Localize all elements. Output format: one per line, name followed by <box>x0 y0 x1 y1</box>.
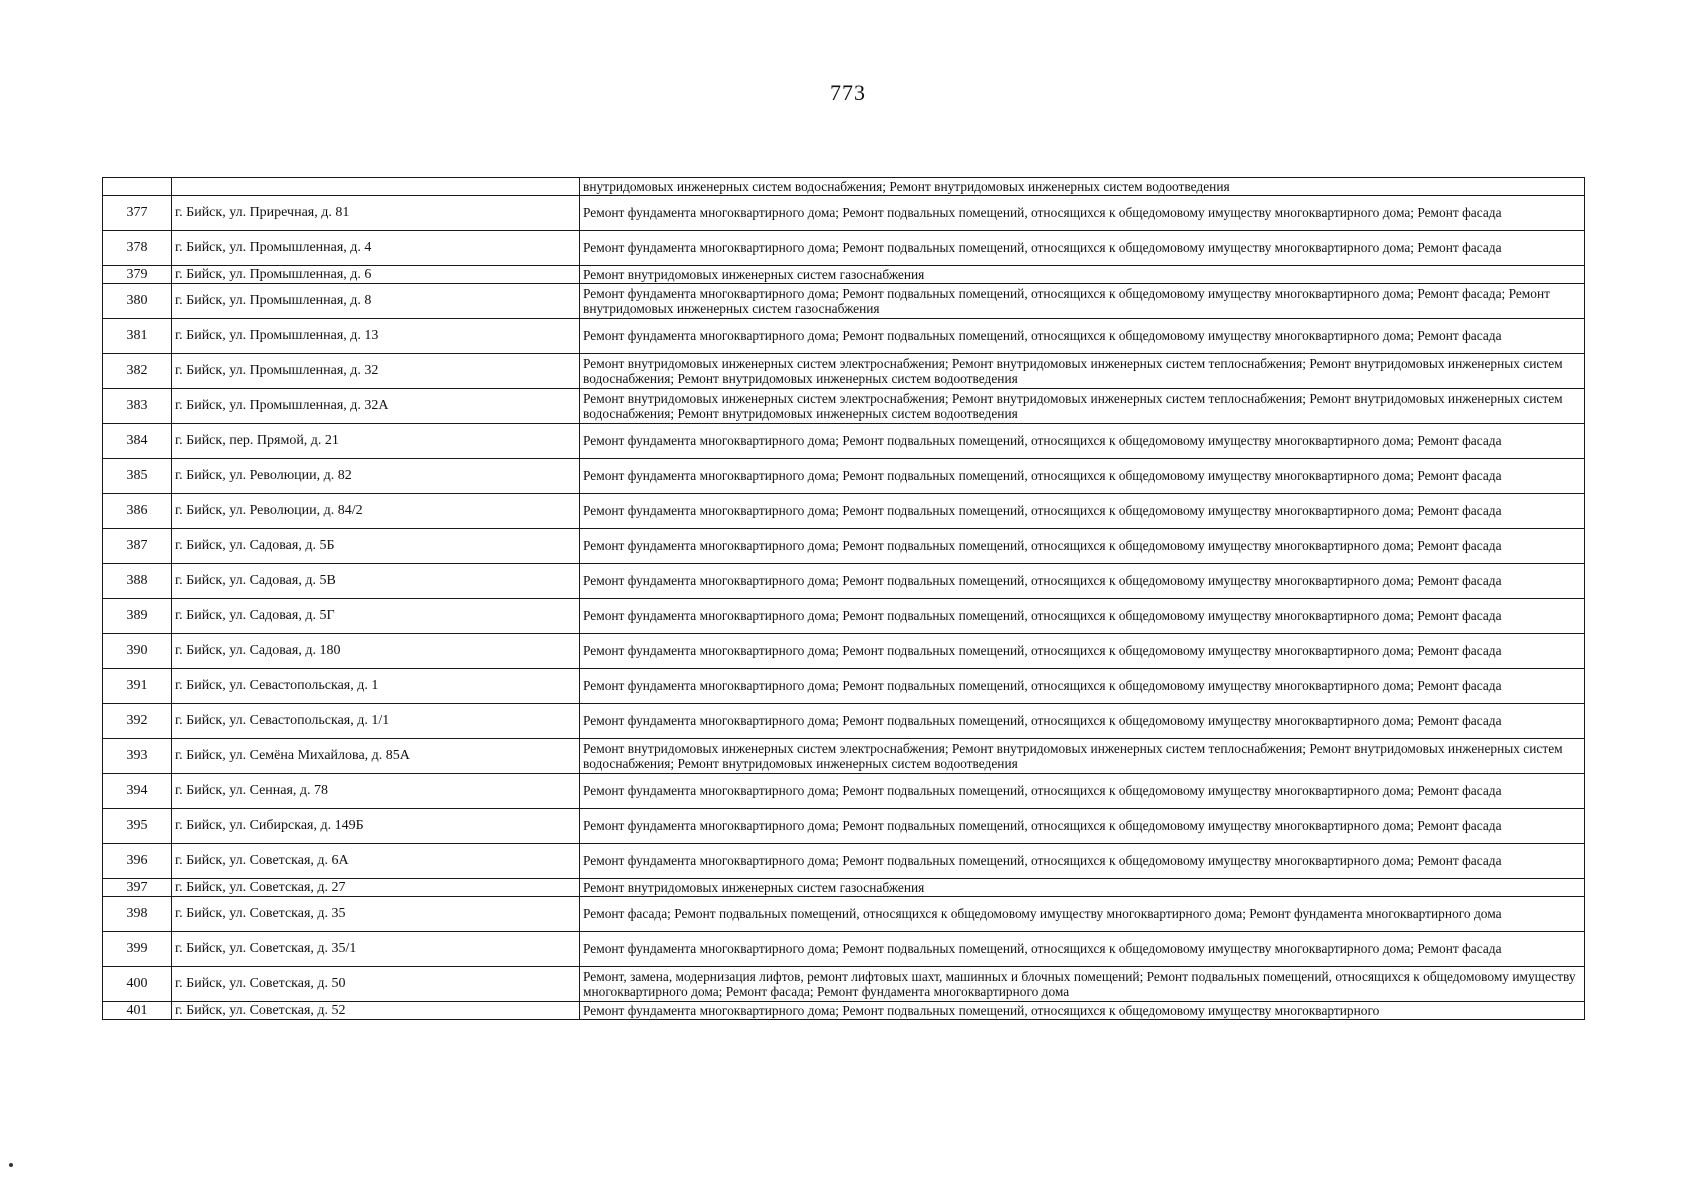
table-row <box>103 897 1585 932</box>
address-cell: г. Бийск, ул. Садовая, д. 5Г <box>172 599 580 634</box>
row-number-cell: 392 <box>103 704 172 739</box>
works-cell: Ремонт фундамента многоквартирного дома; Ремонт подвальных помещений, относящихся к общедомовому имуществу многоквартирного дома; Ремонт фасада <box>580 231 1585 266</box>
table-row <box>103 669 1585 704</box>
works-cell: Ремонт фундамента многоквартирного дома; Ремонт подвальных помещений, относящихся к общедомовому имуществу многоквартирного дома; Ремонт фасада <box>580 774 1585 809</box>
address-cell: г. Бийск, ул. Сибирская, д. 149Б <box>172 809 580 844</box>
row-number-cell: 397 <box>103 879 172 897</box>
address-cell: г. Бийск, ул. Советская, д. 35/1 <box>172 932 580 967</box>
address-cell: г. Бийск, ул. Садовая, д. 5Б <box>172 529 580 564</box>
address-cell: г. Бийск, ул. Промышленная, д. 4 <box>172 231 580 266</box>
works-cell: Ремонт фундамента многоквартирного дома; Ремонт подвальных помещений, относящихся к общедомовому имуществу многоквартирного дома; Ремонт фасада <box>580 809 1585 844</box>
row-number-cell: 388 <box>103 564 172 599</box>
works-cell: Ремонт фундамента многоквартирного дома; Ремонт подвальных помещений, относящихся к общедомовому имуществу многоквартирного дома; Ремонт фасада <box>580 494 1585 529</box>
table-row <box>103 389 1585 424</box>
row-number-cell: 382 <box>103 354 172 389</box>
table-row <box>103 494 1585 529</box>
table-row <box>103 844 1585 879</box>
works-cell: Ремонт фундамента многоквартирного дома; Ремонт подвальных помещений, относящихся к общедомовому имуществу многоквартирного дома; Ремонт фасада <box>580 529 1585 564</box>
table-row <box>103 266 1585 284</box>
table-row <box>103 879 1585 897</box>
repair-works-table <box>102 177 1585 1020</box>
scan-speck <box>9 1163 13 1167</box>
works-cell: Ремонт фасада; Ремонт подвальных помещений, относящихся к общедомовому имуществу многоквартирного дома; Ремонт фундамента многоквартирного дома <box>580 897 1585 932</box>
row-number-cell: 393 <box>103 739 172 774</box>
table-row <box>103 529 1585 564</box>
row-number-cell: 381 <box>103 319 172 354</box>
works-cell: Ремонт фундамента многоквартирного дома; Ремонт подвальных помещений, относящихся к общедомовому имуществу многоквартирного дома; Ремонт фасада <box>580 634 1585 669</box>
works-cell: Ремонт внутридомовых инженерных систем электроснабжения; Ремонт внутридомовых инженерных систем теплоснабжения; Ремонт внутридомовых инженерных систем водоснабжения; Ремонт внутридомовых инженерных систем водоотведения <box>580 354 1585 389</box>
table-row <box>103 774 1585 809</box>
row-number-cell: 401 <box>103 1002 172 1020</box>
address-cell: г. Бийск, ул. Советская, д. 52 <box>172 1002 580 1020</box>
address-cell: г. Бийск, ул. Севастопольская, д. 1/1 <box>172 704 580 739</box>
row-number-cell: 379 <box>103 266 172 284</box>
address-cell: г. Бийск, ул. Промышленная, д. 13 <box>172 319 580 354</box>
row-number-cell: 385 <box>103 459 172 494</box>
works-cell: Ремонт фундамента многоквартирного дома; Ремонт подвальных помещений, относящихся к общедомовому имуществу многоквартирного дома; Ремонт фасада <box>580 704 1585 739</box>
works-cell: Ремонт фундамента многоквартирного дома; Ремонт подвальных помещений, относящихся к общедомовому имуществу многоквартирного дома; Ремонт фасада <box>580 196 1585 231</box>
address-cell <box>172 178 580 196</box>
address-cell: г. Бийск, ул. Советская, д. 35 <box>172 897 580 932</box>
table-row <box>103 1002 1585 1020</box>
works-cell: Ремонт фундамента многоквартирного дома; Ремонт подвальных помещений, относящихся к общедомовому имуществу многоквартирного дома; Ремонт фасада <box>580 599 1585 634</box>
row-number-cell: 395 <box>103 809 172 844</box>
table-row <box>103 196 1585 231</box>
table-row <box>103 284 1585 319</box>
table-row <box>103 354 1585 389</box>
table-row <box>103 319 1585 354</box>
address-cell: г. Бийск, пер. Прямой, д. 21 <box>172 424 580 459</box>
address-cell: г. Бийск, ул. Революции, д. 84/2 <box>172 494 580 529</box>
table-row <box>103 739 1585 774</box>
works-cell: Ремонт фундамента многоквартирного дома; Ремонт подвальных помещений, относящихся к общедомовому имуществу многоквартирного дома; Ремонт фасада <box>580 844 1585 879</box>
works-cell: внутридомовых инженерных систем водоснабжения; Ремонт внутридомовых инженерных систем водоотведения <box>580 178 1585 196</box>
table-row <box>103 231 1585 266</box>
address-cell: г. Бийск, ул. Садовая, д. 180 <box>172 634 580 669</box>
address-cell: г. Бийск, ул. Промышленная, д. 8 <box>172 284 580 319</box>
row-number-cell: 387 <box>103 529 172 564</box>
works-cell: Ремонт внутридомовых инженерных систем электроснабжения; Ремонт внутридомовых инженерных систем теплоснабжения; Ремонт внутридомовых инженерных систем водоснабжения; Ремонт внутридомовых инженерных систем водоотведения <box>580 739 1585 774</box>
address-cell: г. Бийск, ул. Севастопольская, д. 1 <box>172 669 580 704</box>
address-cell: г. Бийск, ул. Советская, д. 50 <box>172 967 580 1002</box>
table-row <box>103 424 1585 459</box>
row-number-cell: 389 <box>103 599 172 634</box>
table-row <box>103 459 1585 494</box>
address-cell: г. Бийск, ул. Революции, д. 82 <box>172 459 580 494</box>
table-row <box>103 599 1585 634</box>
row-number-cell: 377 <box>103 196 172 231</box>
address-cell: г. Бийск, ул. Сенная, д. 78 <box>172 774 580 809</box>
row-number-cell: 390 <box>103 634 172 669</box>
address-cell: г. Бийск, ул. Промышленная, д. 32 <box>172 354 580 389</box>
row-number-cell <box>103 178 172 196</box>
works-cell: Ремонт фундамента многоквартирного дома; Ремонт подвальных помещений, относящихся к общедомовому имуществу многоквартирного дома; Ремонт фасада <box>580 459 1585 494</box>
table-row <box>103 704 1585 739</box>
works-cell: Ремонт внутридомовых инженерных систем газоснабжения <box>580 879 1585 897</box>
table-row <box>103 564 1585 599</box>
address-cell: г. Бийск, ул. Приречная, д. 81 <box>172 196 580 231</box>
address-cell: г. Бийск, ул. Промышленная, д. 32А <box>172 389 580 424</box>
works-cell: Ремонт фундамента многоквартирного дома; Ремонт подвальных помещений, относящихся к общедомовому имуществу многоквартирного <box>580 1002 1585 1020</box>
row-number-cell: 386 <box>103 494 172 529</box>
address-cell: г. Бийск, ул. Семёна Михайлова, д. 85А <box>172 739 580 774</box>
address-cell: г. Бийск, ул. Промышленная, д. 6 <box>172 266 580 284</box>
row-number-cell: 383 <box>103 389 172 424</box>
works-cell: Ремонт, замена, модернизация лифтов, ремонт лифтовых шахт, машинных и блочных помещений; Ремонт подвальных помещений, относящихся к общедомовому имуществу многоквартирного дома; Ремонт фасада; Ремонт фундамента многоквартирного дома <box>580 967 1585 1002</box>
table-row <box>103 932 1585 967</box>
row-number-cell: 391 <box>103 669 172 704</box>
address-cell: г. Бийск, ул. Советская, д. 6А <box>172 844 580 879</box>
table-row <box>103 809 1585 844</box>
works-cell: Ремонт внутридомовых инженерных систем электроснабжения; Ремонт внутридомовых инженерных систем теплоснабжения; Ремонт внутридомовых инженерных систем водоснабжения; Ремонт внутридомовых инженерных систем водоотведения <box>580 389 1585 424</box>
row-number-cell: 378 <box>103 231 172 266</box>
row-number-cell: 400 <box>103 967 172 1002</box>
works-cell: Ремонт фундамента многоквартирного дома; Ремонт подвальных помещений, относящихся к общедомовому имуществу многоквартирного дома; Ремонт фасада <box>580 669 1585 704</box>
works-cell: Ремонт фундамента многоквартирного дома; Ремонт подвальных помещений, относящихся к общедомовому имуществу многоквартирного дома; Ремонт фасада <box>580 319 1585 354</box>
works-cell: Ремонт внутридомовых инженерных систем газоснабжения <box>580 266 1585 284</box>
row-number-cell: 396 <box>103 844 172 879</box>
works-cell: Ремонт фундамента многоквартирного дома; Ремонт подвальных помещений, относящихся к общедомовому имуществу многоквартирного дома; Ремонт фасада <box>580 932 1585 967</box>
row-number-cell: 384 <box>103 424 172 459</box>
table-body <box>103 178 1585 1020</box>
table-row <box>103 967 1585 1002</box>
address-cell: г. Бийск, ул. Садовая, д. 5В <box>172 564 580 599</box>
row-number-cell: 398 <box>103 897 172 932</box>
address-cell: г. Бийск, ул. Советская, д. 27 <box>172 879 580 897</box>
works-cell: Ремонт фундамента многоквартирного дома; Ремонт подвальных помещений, относящихся к общедомовому имуществу многоквартирного дома; Ремонт фасада; Ремонт внутридомовых инженерных систем газоснабжения <box>580 284 1585 319</box>
works-cell: Ремонт фундамента многоквартирного дома; Ремонт подвальных помещений, относящихся к общедомовому имуществу многоквартирного дома; Ремонт фасада <box>580 424 1585 459</box>
row-number-cell: 394 <box>103 774 172 809</box>
row-number-cell: 380 <box>103 284 172 319</box>
row-number-cell: 399 <box>103 932 172 967</box>
table-row <box>103 634 1585 669</box>
continuation-row <box>103 178 1585 196</box>
page-number: 773 <box>830 80 866 105</box>
works-cell: Ремонт фундамента многоквартирного дома; Ремонт подвальных помещений, относящихся к общедомовому имуществу многоквартирного дома; Ремонт фасада <box>580 564 1585 599</box>
